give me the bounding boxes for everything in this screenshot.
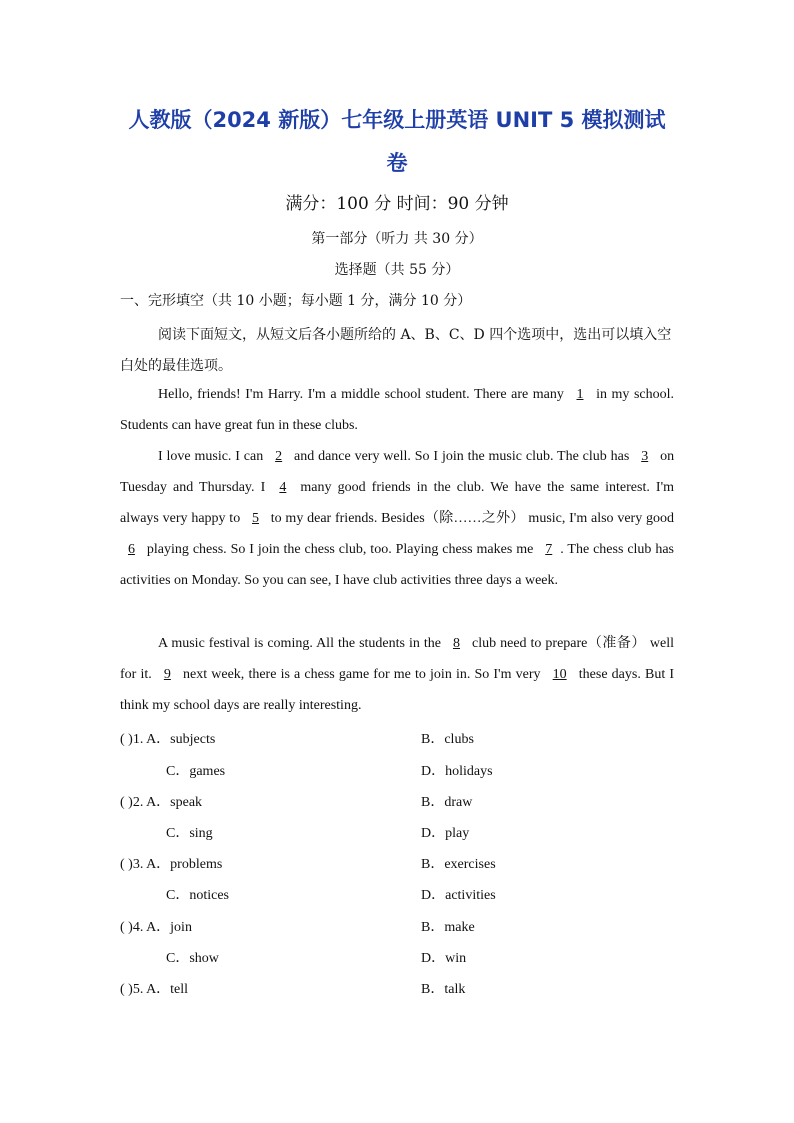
blank-10: 10 <box>552 667 567 682</box>
option-a: A．speak <box>146 795 203 810</box>
question-4-stem <box>120 916 192 936</box>
passage-paragraph-1 <box>120 379 674 441</box>
question-1-stem <box>120 728 215 748</box>
passage-text: on Tuesday and Thursday. I <box>120 449 675 495</box>
option-c: C．notices <box>166 888 229 903</box>
passage-text: club need to prepare（准备） well for it. <box>120 636 675 682</box>
passage-text: . The chess club has activities on Monday. So you can see, I have club activities three days a week. <box>120 542 675 588</box>
passage-text: A music festival is coming. All the students in the <box>158 636 441 651</box>
option-a: A．tell <box>146 982 189 997</box>
option-a: A．join <box>146 920 192 935</box>
question-2-stem <box>120 791 202 811</box>
question-3-stem <box>120 853 222 873</box>
option-b: B．exercises <box>421 857 496 872</box>
exam-title-line-1: 人教版（2024 新版）七年级上册英语 UNIT 5 模拟测试 <box>128 108 666 132</box>
option-b: B．draw <box>421 795 473 810</box>
instruction-text: 阅读下面短文，从短文后各小题所给的 A、B、C、D 四个选项中，选出可以填入空白处的最佳选项。 <box>120 327 672 374</box>
option-c: C．sing <box>166 826 213 841</box>
blank-2: 2 <box>275 449 283 464</box>
blank-3: 3 <box>641 449 649 464</box>
passage-text: many good friends in the club. We have the same interest. I'm always very happy to <box>120 480 674 526</box>
blank-7: 7 <box>545 542 553 557</box>
passage-text: Hello, friends! I'm Harry. I'm a middle school student. There are many <box>158 387 564 402</box>
answer-paren: ( )2. <box>120 795 144 810</box>
blank-9: 9 <box>163 667 171 682</box>
passage-text: playing chess. So I join the chess club, too. Playing chess makes me <box>146 542 534 557</box>
blank-5: 5 <box>251 511 259 526</box>
passage-text: I love music. I can <box>158 449 264 464</box>
exam-title-line-2: 卷 <box>386 151 408 175</box>
answer-paren: ( )4. <box>120 920 144 935</box>
blank-6: 6 <box>128 542 135 557</box>
answer-paren: ( )5. <box>120 982 144 997</box>
blank-8: 8 <box>452 636 460 651</box>
option-a: A．subjects <box>146 732 216 747</box>
part-one-heading: 第一部分（听力 共 30 分） <box>311 231 483 247</box>
option-d: D．play <box>421 826 470 841</box>
option-c: C．show <box>166 951 219 966</box>
score-time-line: 满分：100 分 时间：90 分钟 <box>285 194 509 214</box>
blank-1: 1 <box>576 387 584 402</box>
passage-paragraph-2 <box>120 441 674 596</box>
option-b: B．clubs <box>421 732 474 747</box>
option-a: A．problems <box>146 857 223 872</box>
option-c: C．games <box>166 764 226 779</box>
passage-text: to my dear friends. Besides（除……之外） music, I'm also very good <box>270 511 674 526</box>
selection-heading: 选择题（共 55 分） <box>334 262 460 278</box>
answer-paren: ( )1. <box>120 732 144 747</box>
passage-text: these days. But I think my school days are really interesting. <box>120 667 675 713</box>
option-b: B．talk <box>421 982 466 997</box>
option-d: D．activities <box>421 888 496 903</box>
option-d: D．holidays <box>421 764 493 779</box>
section-heading: 一、完形填空（共 10 小题；每小题 1 分，满分 10 分） <box>120 293 472 309</box>
blank-4: 4 <box>279 480 287 495</box>
question-5-stem <box>120 978 188 998</box>
option-b: B．make <box>421 920 475 935</box>
passage-text: and dance very well. So I join the music club. The club has <box>294 449 630 464</box>
option-d: D．win <box>421 951 467 966</box>
passage-text: in my school. Students can have great fun in these clubs. <box>120 387 675 433</box>
passage-text: next week, there is a chess game for me to join in. So I'm very <box>183 667 541 682</box>
passage-paragraph-3 <box>120 628 674 721</box>
answer-paren: ( )3. <box>120 857 144 872</box>
